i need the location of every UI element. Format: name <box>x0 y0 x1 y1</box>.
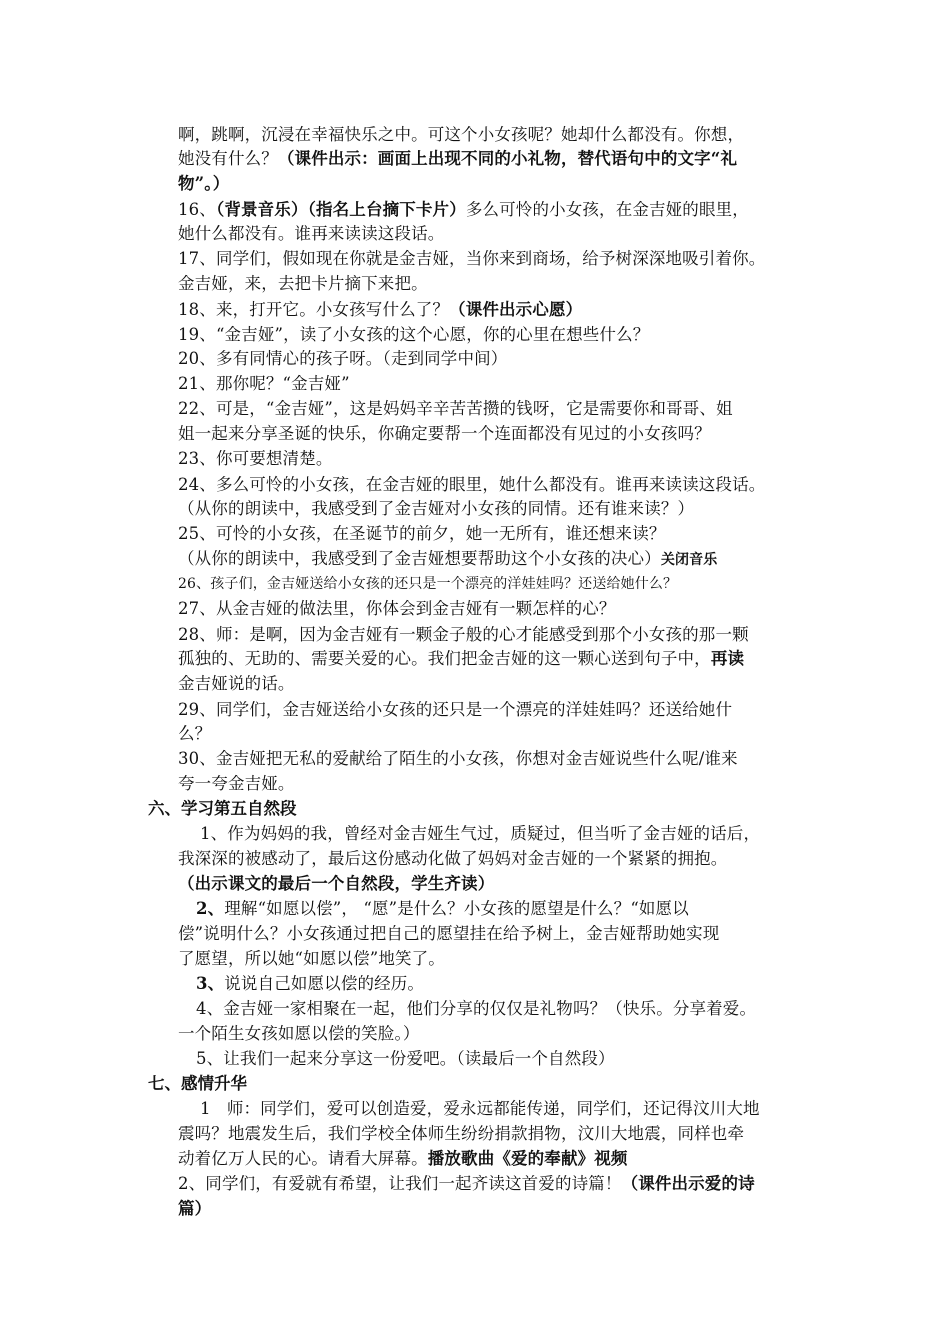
text-line: 我深深的被感动了，最后这份感动化做了妈妈对金吉娅的一个紧紧的拥抱。 <box>178 849 728 868</box>
text-line: 2、同学们，有爱就有希望，让我们一起齐读这首爱的诗篇！（课件出示爱的诗 <box>178 1174 755 1193</box>
text-line: 姐一起来分享圣诞的快乐，你确定要帮一个连面都没有见过的小女孩吗？ <box>178 424 711 443</box>
text-line: 28、师：是啊，因为金吉娅有一颗金子般的心才能感受到那个小女孩的那一颗 <box>178 625 749 644</box>
text-line: 22、可是，“金吉娅”，这是妈妈辛辛苦苦攒的钱呀，它是需要你和哥哥、姐 <box>178 399 733 418</box>
text-line: 29、同学们，金吉娅送给小女孩的还只是一个漂亮的洋娃娃吗？还送给她什 <box>178 700 733 719</box>
text-line: 1 师：同学们，爱可以创造爱，爱永远都能传递，同学们，还记得汶川大地 <box>200 1099 760 1118</box>
text-line: 24、多么可怜的小女孩，在金吉娅的眼里，她什么都没有。谁再来读读这段话。 <box>178 475 766 494</box>
text-line: 篇） <box>178 1199 212 1218</box>
text-line: 17、同学们，假如现在你就是金吉娅，当你来到商场，给予树深深地吸引着你。 <box>178 249 766 268</box>
text-line: 动着亿万人民的心。请看大屏幕。播放歌曲《爱的奉献》视频 <box>178 1149 628 1168</box>
text-line: 夸一夸金吉娅。 <box>178 774 295 793</box>
text-line: 了愿望，所以她“如愿以偿”地笑了。 <box>178 949 445 968</box>
text-line: 30、金吉娅把无私的爱献给了陌生的小女孩，你想对金吉娅说些什么呢/谁来 <box>178 749 738 768</box>
text-line: 25、可怜的小女孩，在圣诞节的前夕，她一无所有，谁还想来读？ <box>178 524 666 543</box>
text-line: 23、你可要想清楚。 <box>178 449 333 468</box>
text-line: 3、说说自己如愿以偿的经历。 <box>196 974 425 993</box>
text-line: 金吉娅说的话。 <box>178 674 295 693</box>
text-line: 2、理解“如愿以偿”， “愿”是什么？小女孩的愿望是什么？“如愿以 <box>196 899 689 918</box>
text-line: 么？ <box>178 724 212 743</box>
section-heading: 七、感情升华 <box>148 1074 247 1093</box>
text-line: 20、多有同情心的孩子呀。（走到同学中间） <box>178 349 508 368</box>
text-line: 偿”说明什么？小女孩通过把自己的愿望挂在给予树上，金吉娅帮助她实现 <box>178 924 720 943</box>
text-line: 21、那你呢？“金吉娅” <box>178 374 350 393</box>
text-line: 物”。） <box>178 174 230 193</box>
text-line: （从你的朗读中，我感受到了金吉娅想要帮助这个小女孩的决心）关闭音乐 <box>178 549 718 568</box>
text-line: 4、金吉娅一家相聚在一起，他们分享的仅仅是礼物吗？（快乐。分享着爱。 <box>196 999 757 1018</box>
text-line: 震吗？地震发生后，我们学校全体师生纷纷捐款捐物，汶川大地震，同样也牵 <box>178 1124 745 1143</box>
text-line: 18、来，打开它。小女孩写什么了？（课件出示心愿） <box>178 300 583 319</box>
text-line: 1、作为妈妈的我，曾经对金吉娅生气过，质疑过，但当听了金吉娅的话后， <box>200 824 761 843</box>
text-line: （出示课文的最后一个自然段，学生齐读） <box>178 874 495 893</box>
section-heading: 六、学习第五自然段 <box>148 799 297 818</box>
text-line: 孤独的、无助的、需要关爱的心。我们把金吉娅的这一颗心送到句子中，再读 <box>178 649 745 668</box>
text-line: 27、从金吉娅的做法里，你体会到金吉娅有一颗怎样的心？ <box>178 599 616 618</box>
text-line: （从你的朗读中，我感受到了金吉娅对小女孩的同情。还有谁来读？） <box>178 499 695 518</box>
text-line: 啊，跳啊，沉浸在幸福快乐之中。可这个小女孩呢？她却什么都没有。你想， <box>178 125 745 144</box>
text-line: 一个陌生女孩如愿以偿的笑脸。） <box>178 1024 420 1043</box>
text-line: 26、孩子们，金吉娅送给小女孩的还只是一个漂亮的洋娃娃吗？还送给她什么？ <box>178 576 678 592</box>
text-line: 5、让我们一起来分享这一份爱吧。（读最后一个自然段） <box>196 1049 615 1068</box>
text-line: 金吉娅，来，去把卡片摘下来把。 <box>178 274 428 293</box>
text-line: 她没有什么？（课件出示：画面上出现不同的小礼物，替代语句中的文字“礼 <box>178 149 738 168</box>
text-line: 她什么都没有。谁再来读读这段话。 <box>178 224 445 243</box>
text-line: 16、（背景音乐）（指名上台摘下卡片）多么可怜的小女孩，在金吉娅的眼里， <box>178 200 749 219</box>
text-line: 19、“金吉娅”，读了小女孩的这个心愿，你的心里在想些什么？ <box>178 325 650 344</box>
